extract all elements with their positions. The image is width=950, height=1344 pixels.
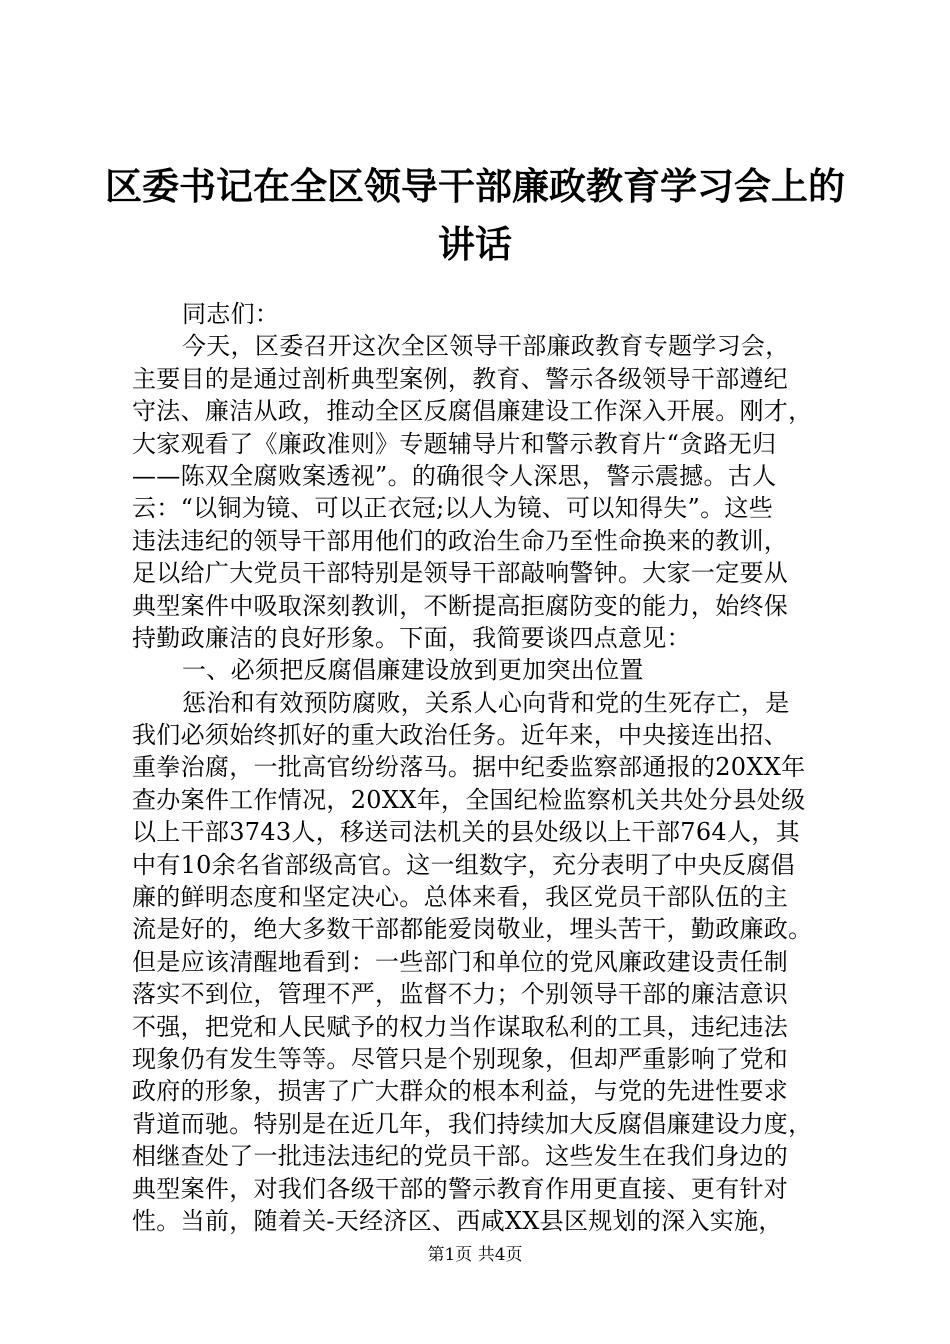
body-line: 流是好的，绝大多数干部都能爱岗敬业，埋头苦干，勤政廉政。 [132,915,813,944]
body-line: 足以给广大党员干部特别是领导干部敲响警钟。大家一定要从 [132,559,789,588]
body-line: 今天，区委召开这次全区领导干部廉政教育专题学习会， [182,332,790,361]
body-line: 典型案件，对我们各级干部的警示教育作用更直接、更有针对 [132,1174,789,1203]
body-line: 现象仍有发生等等。尽管只是个别现象，但却严重影响了党和 [132,1044,789,1073]
body-line: 违法违纪的领导干部用他们的政治生命乃至性命换来的教训， [132,526,789,555]
document-body [132,298,832,1237]
document-title [0,158,950,274]
body-line: 持勤政廉洁的良好形象。下面，我简要谈四点意见： [132,623,691,652]
body-line: ——陈双全腐败案透视”。的确很令人深思，警示震撼。古人 [132,461,777,490]
body-line: 不强，把党和人民赋予的权力当作谋取私利的工具，违纪违法 [132,1012,789,1041]
body-line: 相继查处了一批违法违纪的党员干部。这些发生在我们身边的 [132,1142,789,1171]
body-line: 背道而驰。特别是在近几年，我们持续加大反腐倡廉建设力度， [132,1109,813,1138]
body-line: 惩治和有效预防腐败，关系人心向背和党的生死存亡，是 [182,688,790,717]
body-line: 主要目的是通过剖析典型案例，教育、警示各级领导干部遵纪 [132,364,789,393]
body-line: 守法、廉洁从政，推动全区反腐倡廉建设工作深入开展。刚才， [132,397,813,426]
body-line: 云：“以铜为镜、可以正衣冠;以人为镜、可以知得失”。这些 [132,494,774,523]
title-line: 讲话 [438,223,512,266]
body-line: 廉的鲜明态度和坚定决心。总体来看，我区党员干部队伍的主 [132,883,789,912]
salutation: 同志们： [182,300,280,328]
body-line: 大家观看了《廉政准则》专题辅导片和警示教育片“贪路无归 [132,429,777,458]
body-line: 我们必须始终抓好的重大政治任务。近年来，中央接连出招、 [132,721,789,750]
body-line: 性。当前，随着关-天经济区、西咸XX县区规划的深入实施， [132,1206,783,1235]
body-line: 落实不到位，管理不严，监督不力；个别领导干部的廉洁意识 [132,980,789,1009]
body-line: 重拳治腐，一批高官纷纷落马。据中纪委监察部通报的20XX年 [132,753,806,782]
body-line: 典型案件中吸取深刻教训，不断提高拒腐防变的能力，始终保 [132,591,789,620]
body-line: 以上干部3743人，移送司法机关的县处级以上干部764人，其 [132,818,800,847]
title-line: 区委书记在全区领导干部廉政教育学习会上的 [105,165,845,208]
page-footer: 第1页 共4页 [427,1245,523,1265]
section-heading: 一、必须把反腐倡廉建设放到更加突出位置 [182,656,644,685]
body-line: 查办案件工作情况，20XX年，全国纪检监察机关共处分县处级 [132,785,806,814]
body-line: 中有10余名省部级高官。这一组数字，充分表明了中央反腐倡 [132,850,795,879]
body-line: 但是应该清醒地看到：一些部门和单位的党风廉政建设责任制 [132,947,789,976]
body-line: 政府的形象，损害了广大群众的根本利益，与党的先进性要求 [132,1077,789,1106]
